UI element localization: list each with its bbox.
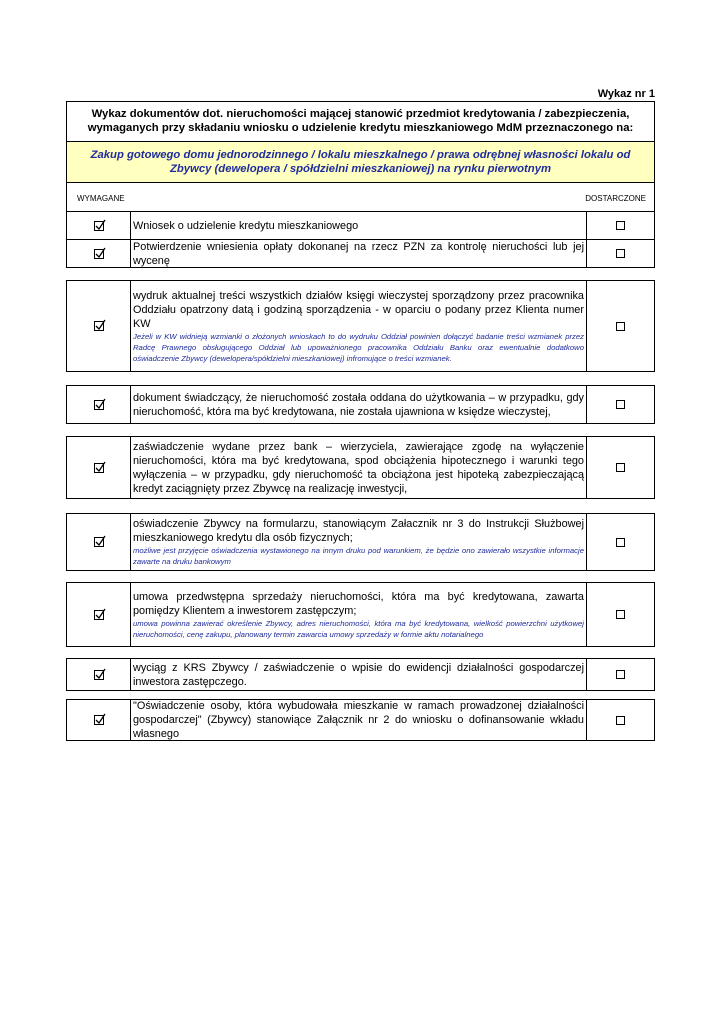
required-checkbox[interactable] [94, 400, 104, 410]
document-description-cell [131, 240, 587, 267]
required-checkbox[interactable] [94, 610, 104, 620]
document-row [66, 211, 655, 240]
document-text: Potwierdzenie wniesienia opłaty dokonanej na rzecz PZN za kontrolę nieruchości lub jej wycenę [133, 240, 584, 267]
document-description-cell [131, 212, 587, 239]
document-row [66, 436, 655, 499]
purpose-line-1: Zakup gotowego domu jednorodzinnego / lokalu mieszkalnego / prawa odrębnej własności lokalu od [90, 149, 631, 161]
required-cell [67, 212, 131, 239]
checkmark-icon [94, 713, 107, 726]
document-row [66, 513, 655, 571]
document-description-cell [131, 659, 587, 690]
column-required-header: WYMAGANE [77, 194, 125, 203]
column-headers [66, 182, 655, 212]
delivered-checkbox[interactable] [616, 538, 625, 547]
checkmark-icon [94, 319, 107, 332]
document-row [66, 699, 655, 741]
delivered-cell [587, 514, 654, 570]
required-checkbox[interactable] [94, 670, 104, 680]
delivered-cell [587, 437, 654, 498]
purpose-line-2: Zbywcy (dewelopera / spółdzielni mieszkaniowej) na rynku pierwotnym [169, 163, 552, 175]
delivered-checkbox[interactable] [616, 610, 625, 619]
title-line-1: Wykaz dokumentów dot. nieruchomości mającej stanowić przedmiot kredytowania / zabezpieczenia, [91, 108, 630, 120]
document-text: wyciąg z KRS Zbywcy / zaświadczenie o wpisie do ewidencji działalności gospodarczej inwestora zastępczego. [133, 661, 584, 688]
required-cell [67, 240, 131, 267]
document-note: umowa powinna zawierać określenie Zbywcy, adres nieruchomości, która ma być kredytowana, wielkość powierzchni użytkowej nieruchomości, cenę zakupu, planowany termin zawarcia umowy sprzedaży w formie aktu notarialnego [133, 618, 584, 639]
delivered-cell [587, 240, 654, 267]
delivered-cell [587, 386, 654, 423]
document-description-cell [131, 386, 587, 423]
document-description-cell [131, 700, 587, 740]
checkmark-icon [94, 535, 107, 548]
delivered-checkbox[interactable] [616, 716, 625, 725]
document-description-cell [131, 583, 587, 646]
required-checkbox[interactable] [94, 249, 104, 259]
required-cell [67, 700, 131, 740]
document-description-cell [131, 514, 587, 570]
delivered-cell [587, 700, 654, 740]
delivered-cell [587, 281, 654, 371]
required-cell [67, 514, 131, 570]
required-cell [67, 386, 131, 423]
column-delivered-header: DOSTARCZONE [585, 194, 646, 203]
document-text: umowa przedwstępna sprzedaży nieruchomości, która ma być kredytowana, zawarta pomiędzy Klientem a inwestorem zastępczym; [133, 590, 584, 617]
required-cell [67, 583, 131, 646]
delivered-checkbox[interactable] [616, 463, 625, 472]
required-cell [67, 281, 131, 371]
document-note: możliwe jest przyjęcie oświadczenia wystawionego na innym druku pod warunkiem, że będzie ono zawierało wszystkie informacje zawarte na druku bankowym [133, 546, 584, 566]
page-label: Wykaz nr 1 [597, 88, 655, 100]
required-checkbox[interactable] [94, 221, 104, 231]
document-row [66, 239, 655, 268]
document-description-cell [131, 281, 587, 371]
document-text: Wniosek o udzielenie kredytu mieszkaniowego [133, 219, 359, 232]
required-checkbox[interactable] [94, 463, 104, 473]
document-row [66, 582, 655, 647]
document-text: dokument świadczący, że nieruchomość została oddana do użytkowania – w przypadku, gdy nieruchomość, która ma być kredytowana, nie została ujawniona w księdze wieczystej, [133, 391, 584, 418]
document-row [66, 280, 655, 372]
required-checkbox[interactable] [94, 321, 104, 331]
delivered-checkbox[interactable] [616, 322, 625, 331]
purpose-banner [66, 141, 655, 183]
checkmark-icon [94, 668, 107, 681]
delivered-cell [587, 659, 654, 690]
delivered-checkbox[interactable] [616, 400, 625, 409]
delivered-checkbox[interactable] [616, 670, 625, 679]
document-description-cell [131, 437, 587, 498]
checkmark-icon [94, 608, 107, 621]
required-cell [67, 659, 131, 690]
document-note: Jeżeli w KW widnieją wzmianki o złożonych wnioskach to do wydruku Oddział powinien dołączyć badanie treści wzmianek przez Radcę Prawnego obsługującego Oddział lub upoważnionego pracownika Oddziału Banku oraz ewentualnie dodatkowo oświadczenie Zbywcy (dewelopera/spółdzielni mieszkaniowej) infromujące o treści wzmianek. [133, 331, 584, 363]
delivered-cell [587, 583, 654, 646]
title-line-2: wymaganych przy składaniu wniosku o udzielenie kredytu mieszkaniowego MdM przeznaczonego na: [87, 122, 634, 134]
delivered-checkbox[interactable] [616, 221, 625, 230]
document-row [66, 658, 655, 691]
checkmark-icon [94, 461, 107, 474]
checkmark-icon [94, 398, 107, 411]
document-text: zaświadczenie wydane przez bank – wierzyciela, zawierające zgodę na wyłączenie nieruchomości, która ma być kredytowana, spod obciążenia hipotecznego i warunki tego wyłączenia – w przypadku, gdy nieruchomość ta obciążona jest hipoteką zabezpieczającą kredyt zaciągnięty przez Zbywcę na realizację inwestycji, [133, 440, 584, 495]
required-checkbox[interactable] [94, 537, 104, 547]
document-text: "Oświadczenie osoby, która wybudowała mieszkanie w ramach prowadzonej działalności gospodarczej" (Zbywcy) stanowiące Załącznik nr 2 do wniosku o dofinansowanie wkładu własnego [133, 700, 584, 740]
delivered-cell [587, 212, 654, 239]
checkmark-icon [94, 219, 107, 232]
document-text: wydruk aktualnej treści wszystkich działów księgi wieczystej sporządzony przez pracownika Oddziału opatrzony datą i godziną sporządzenia - w oparciu o podany przez Klienta numer KW [133, 289, 584, 330]
checkmark-icon [94, 247, 107, 260]
document-text: oświadczenie Zbywcy na formularzu, stanowiącym Załacznik nr 3 do Instrukcji Służbowej mieszkaniowego kredytu dla osób fizycznych; [133, 518, 584, 544]
document-row [66, 385, 655, 424]
document-title [66, 101, 655, 142]
required-checkbox[interactable] [94, 715, 104, 725]
required-cell [67, 437, 131, 498]
delivered-checkbox[interactable] [616, 249, 625, 258]
